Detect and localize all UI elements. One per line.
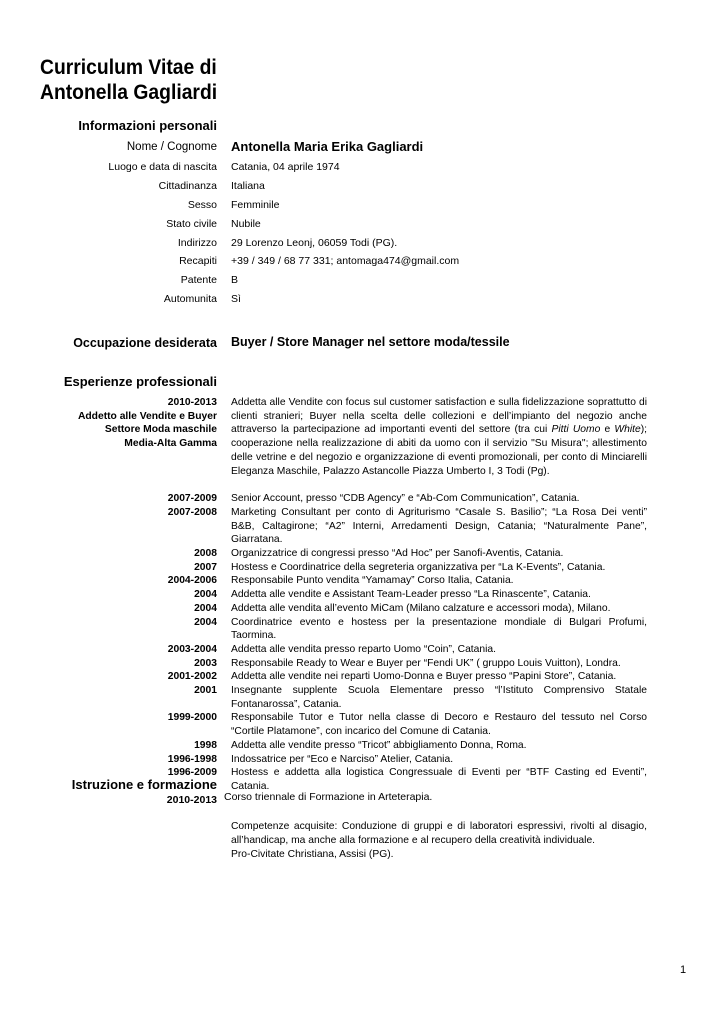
label-license: Patente [180,274,217,286]
experience-role-line: Addetto alle Vendite e Buyer [77,410,217,422]
value-birth: Catania, 04 aprile 1974 [231,161,340,173]
experience-date: 2007-2009 [167,493,217,505]
experience-date: 2004-2006 [167,575,217,587]
experience-date: 1996-2009 [167,767,217,779]
value-desired-occupation: Buyer / Store Manager nel settore moda/tessile [231,335,510,349]
experience-date: 1999-2000 [167,712,217,724]
experience-item [20,492,650,506]
value-marital-status: Nubile [231,218,261,230]
experience-text: Responsabile Ready to Wear e Buyer per “Fendi UK” ( gruppo Louis Vuitton), Londra. [231,657,621,669]
experience-text: Hostess e addetta alla logistica Congressuale di Eventi per “BTF Casting ed Eventi”, Catania. [231,767,647,792]
label-citizenship: Cittadinanza [158,180,217,192]
experience-item [20,643,650,657]
section-personal-info-title: Informazioni personali [78,118,217,133]
experience-item [20,711,650,738]
value-citizenship: Italiana [231,180,265,192]
experience-text-italic: Pitti Uomo [551,424,601,436]
label-address: Indirizzo [177,237,217,249]
experience-text-part: ); cooperazione nella realizzazione di abiti da uomo con il servizio "Su Misura"; allestimento delle vetrine e del negozio e organizzazione di eventi promozionali, per conto di Minciarelli Eleganza Maschile, Palazzo Astancolle Piazza Umberto I, 3 Todi (Pg). [231,424,647,477]
experience-item [20,670,650,684]
experience-date [20,396,217,478]
experience-date: 1998 [194,739,217,751]
label-contacts: Recapiti [179,255,217,267]
education-course: Corso triennale di Formazione in Arteterapia. [224,791,433,803]
experience-list [20,396,650,794]
experience-text: Senior Account, presso “CDB Agency” e “Ab-Com Communication”, Catania. [231,493,580,505]
value-address: 29 Lorenzo Leonj, 06059 Todi (PG). [231,237,398,249]
experience-item [20,657,650,671]
label-birth: Luogo e data di nascita [108,161,217,173]
experience-role-line: Settore Moda maschile [104,424,217,436]
experience-date: 2001-2002 [167,671,217,683]
experience-text: Coordinatrice evento e hostess per la presentazione mondiale di Bulgari Profumi, Taormina. [231,616,647,642]
value-car-owner: Sì [231,293,241,305]
education-date: 2010-2013 [166,794,217,806]
experience-text-part: e [600,424,615,436]
value-name: Antonella Maria Erika Gagliardi [231,139,424,154]
experience-item [20,616,650,643]
experience-text: Addetta alle vendita presso reparto Uomo “Coin”, Catania. [231,643,496,655]
experience-item [20,561,650,575]
experience-date: 2004 [194,616,217,628]
experience-text-part: Addetta alle Vendite con focus sul customer satisfaction e sulla fidelizzazione soprattutto di clienti stranieri; Buyer nella scelta delle collezioni e dell’impianto del negozio anche attraverso la partecipazione ad importanti eventi del settore (tra cui [231,397,647,436]
label-name: Nome / Cognome [126,141,217,153]
experience-date: 2008 [194,548,217,560]
experience-item [20,602,650,616]
experience-date: 2003 [194,657,217,669]
title-line-1: Curriculum Vitae di [40,56,217,79]
experience-date-line: 2010-2013 [167,397,217,408]
page-number: 1 [680,964,687,976]
section-education-title: Istruzione e formazione [71,777,217,792]
value-license: B [231,274,239,286]
value-sex: Femminile [231,199,280,211]
experience-item [20,739,650,753]
experience-text: Addetta alle vendite nei reparti Uomo-Donna e Buyer presso “Papini Store”, Catania. [231,671,617,683]
experience-date: 2001 [194,685,217,697]
experience-role-line: Media-Alta Gamma [124,438,217,450]
experience-text: Addetta alle vendite e Assistant Team-Leader presso “La Rinascente”, Catania. [231,589,591,601]
label-marital-status: Stato civile [166,218,217,230]
experience-text: Responsabile Tutor e Tutor nella classe di Decoro e Restauro del tessuto nel Corso “Cortile Platamone”, con incarico del Comune di Catania. [231,712,647,738]
experience-text: Insegnante supplente Scuola Elementare presso “l’Istituto Comprensivo Statale Fontanarossa”, Catania. [231,685,647,710]
experience-item [20,574,650,588]
experience-date: 2007-2008 [167,506,217,518]
experience-text: Hostess e Coordinatrice della segreteria organizzativa per “La K-Events”, Catania. [231,561,606,573]
experience-date: 1996-1998 [167,753,217,765]
cv-title [40,55,316,105]
experience-date: 2004 [194,589,217,601]
education-institution: Pro-Civitate Christiana, Assisi (PG). [231,849,394,860]
experience-date: 2007 [194,561,217,573]
experience-item [20,684,650,711]
label-desired-occupation: Occupazione desiderata [73,336,217,350]
experience-text [231,396,647,478]
experience-text: Responsabile Punto vendita “Yamamay” Corso Italia, Catania. [231,575,514,587]
label-car-owner: Automunita [163,293,217,305]
experience-text: Indossatrice per “Eco e Narciso” Atelier, Catania. [231,753,454,765]
section-experience-title: Esperienze professionali [63,374,217,389]
experience-text: Addetta alle vendita all’evento MiCam (Milano calzature e accessori moda), Milano. [231,602,611,614]
title-line-2: Antonella Gagliardi [40,81,218,104]
experience-item [20,547,650,561]
experience-text: Organizzatrice di congressi presso “Ad Hoc” per Sanofi-Aventis, Catania. [231,548,564,560]
experience-date: 2003-2004 [167,643,217,655]
experience-item [20,506,650,547]
experience-date: 2004 [194,602,217,614]
education-competences: Competenze acquisite: Conduzione di gruppi e di laboratori espressivi, rivolti al disagio, all’handicap, ma anche alla formazione e al recupero della creatività individuale. [231,821,647,846]
experience-text-italic: White [614,424,641,436]
label-sex: Sesso [187,199,217,211]
experience-item [20,753,650,767]
experience-item [20,588,650,602]
experience-text: Marketing Consultant per conto di Agriturismo “Casale S. Basilio”; “La Rosa Dei venti” B&B, Caltagirone; “A2” Interni, Arredamenti Design, Catania; “Naturalmente Pane”, Giarratana. [231,506,647,546]
value-contacts: +39 / 349 / 68 77 331; antomaga474@gmail.com [231,255,460,267]
experience-item-featured [20,396,650,478]
experience-text: Addetta alle vendite presso “Tricot” abbigliamento Donna, Roma. [231,739,527,751]
